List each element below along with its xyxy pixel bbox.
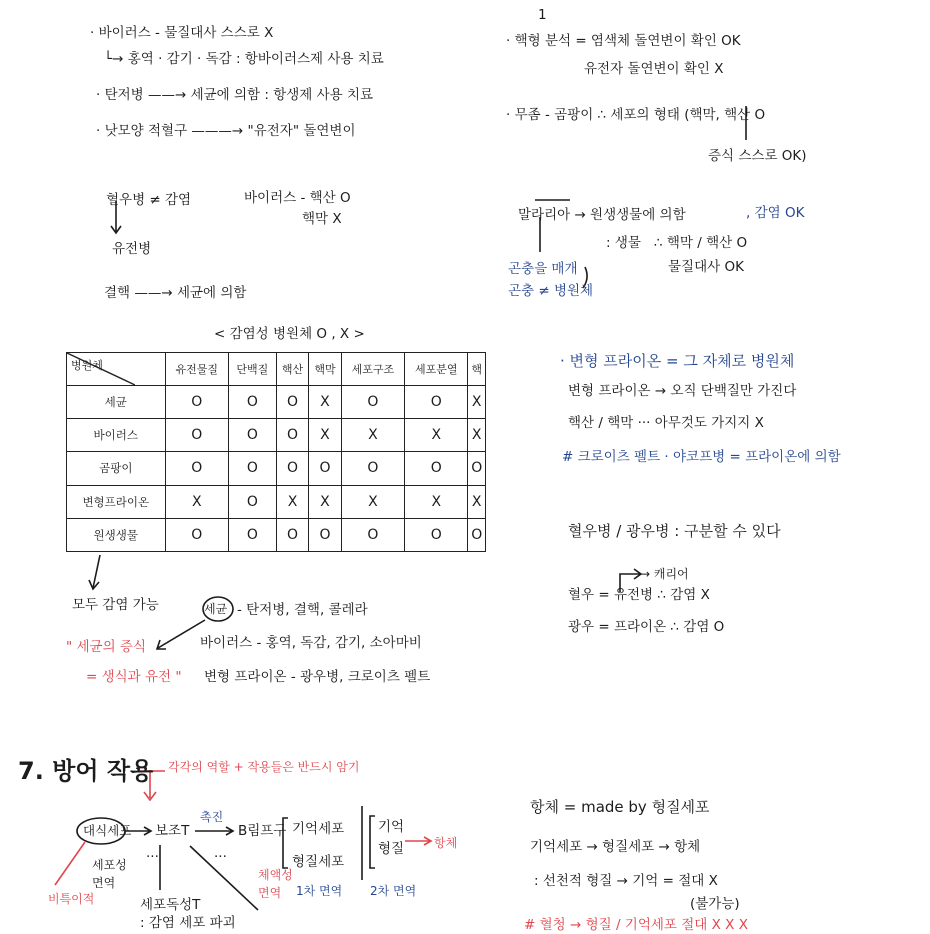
promote-label: 촉진 xyxy=(200,810,224,824)
dots-2: ··· xyxy=(214,849,227,865)
row-header: 원생생물 xyxy=(67,518,166,551)
table-row xyxy=(67,386,486,419)
table-cell: O xyxy=(228,419,276,452)
table-cell: X xyxy=(405,485,468,518)
row-header: 세균 xyxy=(67,386,166,419)
table-cell: X xyxy=(341,485,404,518)
tb-line: 결핵 ——→ 세균에 의함 xyxy=(104,285,247,301)
col-header: 핵 xyxy=(468,353,486,386)
memory-2-label: 기억 xyxy=(378,819,405,835)
bacteria-diseases: - 탄저병, 결핵, 콜레라 xyxy=(237,602,368,618)
table-cell: X xyxy=(165,485,228,518)
macrophage-label: 대식세포 xyxy=(83,823,132,838)
memory-cell-label: 기억세포 xyxy=(292,821,345,837)
table-cell: O xyxy=(341,386,404,419)
helper-to-b-arrow xyxy=(195,827,233,835)
antibody-line-3: : 선천적 형질 → 기억 = 절대 X xyxy=(534,873,718,889)
cell-immune-label: 세포성 면역 xyxy=(92,858,127,890)
mem-bracket xyxy=(370,816,375,868)
table-row xyxy=(67,452,486,485)
sickle-line: · 낫모양 적혈구 ———→ "유전자" 돌연변이 xyxy=(96,123,356,139)
table-cell: O xyxy=(165,452,228,485)
table-cell: O xyxy=(276,386,308,419)
carrier-label: → 캐리어 xyxy=(640,567,689,581)
dots-1: ··· xyxy=(146,849,159,865)
table-cell: X xyxy=(309,485,341,518)
row-header: 곰팡이 xyxy=(67,452,166,485)
prion-line-4: # 크로이츠 펠트 · 야코프병 = 프라이온에 의함 xyxy=(562,449,841,465)
antibody-line-5: # 혈청 → 형질 / 기억세포 절대 X X X xyxy=(524,917,748,933)
prion-line-3: 핵산 / 핵막 ··· 아무것도 가지지 X xyxy=(568,415,764,431)
table-cell: O xyxy=(165,419,228,452)
antibody-line-4: (불가능) xyxy=(690,896,740,912)
table-cell: O xyxy=(228,485,276,518)
table-cell: O xyxy=(276,452,308,485)
hemophilia-line: 혈우병 ≠ 감염 xyxy=(106,192,192,208)
table-row xyxy=(67,485,486,518)
primary-immune: 1차 면역 xyxy=(296,884,343,898)
prion-diseases: 변형 프라이온 - 광우병, 크로이츠 펠트 xyxy=(204,669,431,685)
table-cell: O xyxy=(405,452,468,485)
table-corner xyxy=(67,353,166,386)
col-header: 핵막 xyxy=(309,353,341,386)
humoral-label: 체액성 면역 xyxy=(258,868,293,900)
malaria-line: 말라리아 → 원생생물에 의함 xyxy=(518,207,686,223)
col-header: 단백질 xyxy=(228,353,276,386)
hemo-genetic-line: 혈우 = 유전병 ∴ 감염 X xyxy=(568,587,710,603)
anthrax-line: · 탄저병 ——→ 세균에 의함 : 항생제 사용 치료 xyxy=(96,87,374,103)
virus-line: · 바이러스 - 물질대사 스스로 X xyxy=(90,25,274,41)
plasma-2-label: 형질 xyxy=(378,841,405,857)
table-cell: O xyxy=(228,452,276,485)
antibody-line-1: 항체 = made by 형질세포 xyxy=(530,798,710,816)
virus-diseases: 바이러스 - 홍역, 독감, 감기, 소아마비 xyxy=(200,635,422,651)
table-cell: O xyxy=(405,518,468,551)
genetic-disease: 유전병 xyxy=(112,241,152,257)
table-cell: X xyxy=(341,419,404,452)
killer-t-label: 세포독성T xyxy=(140,897,201,913)
table-cell: O xyxy=(165,386,228,419)
table-down-arrow xyxy=(89,555,100,589)
insect-vector: 곤충을 매개 xyxy=(508,261,578,277)
table-cell: O xyxy=(276,419,308,452)
table-cell: O xyxy=(341,452,404,485)
table-cell: O xyxy=(309,452,341,485)
table-cell: O xyxy=(341,518,404,551)
virus-membrane: 핵막 X xyxy=(302,211,342,227)
virus-sub-line: └→ 홍역 · 감기 · 독감 : 항바이러스제 사용 치료 xyxy=(104,51,384,67)
corner-label: 병원체 xyxy=(71,359,103,372)
malaria-nucleic: ∴ 핵막 / 핵산 O xyxy=(654,235,748,251)
red-quote-1: " 세균의 증식 xyxy=(66,639,146,655)
col-header: 유전물질 xyxy=(165,353,228,386)
top-arrow-mark: 1 xyxy=(538,7,547,23)
bacteria-circle-label: 세균 xyxy=(204,602,228,616)
row-header: 바이러스 xyxy=(67,419,166,452)
prion-line-1: · 변형 프라이온 = 그 자체로 병원체 xyxy=(560,352,795,370)
table-cell: X xyxy=(276,485,308,518)
table-cell: O xyxy=(468,452,486,485)
col-header: 세포구조 xyxy=(341,353,404,386)
karyotype-line: · 핵형 분석 = 염색체 돌연변이 확인 OK xyxy=(506,33,741,49)
athlete-foot-sub: 증식 스스로 OK) xyxy=(708,148,807,164)
nonspecific-label: 비특이적 xyxy=(48,892,95,906)
table-cell: O xyxy=(405,386,468,419)
table-cell: O xyxy=(228,518,276,551)
table-cell: O xyxy=(228,386,276,419)
table-cell: X xyxy=(468,419,486,452)
helper-t-label: 보조T xyxy=(155,823,190,839)
malaria-life: : 생물 xyxy=(606,235,641,251)
col-header: 핵산 xyxy=(276,353,308,386)
table-cell: X xyxy=(405,419,468,452)
section-title: 7. 방어 작용 xyxy=(18,757,154,785)
athlete-foot-line: · 무좀 - 곰팡이 ∴ 세포의 형태 (핵막, 핵산 O xyxy=(506,107,766,123)
gene-mutation-line: 유전자 돌연변이 확인 X xyxy=(584,61,724,77)
table-row xyxy=(67,518,486,551)
antibody-red-label: 항체 xyxy=(434,836,458,850)
table-cell: X xyxy=(309,386,341,419)
row-header: 변형프라이온 xyxy=(67,485,166,518)
mad-cow-prion-line: 광우 = 프라이온 ∴ 감염 O xyxy=(568,619,725,635)
b-cell-label: B림프구 xyxy=(238,823,287,839)
table-cell: O xyxy=(468,518,486,551)
malaria-metabolism: 물질대사 OK xyxy=(668,259,744,275)
secondary-immune: 2차 면역 xyxy=(370,884,417,898)
antibody-line-2: 기억세포 → 형질세포 → 항체 xyxy=(530,839,701,855)
table-cell: O xyxy=(309,518,341,551)
memorize-note: 각각의 역할 + 작용들은 반드시 암기 xyxy=(168,760,360,774)
table-cell: X xyxy=(468,386,486,419)
malaria-infect: , 감염 OK xyxy=(746,205,805,221)
killer-t-sub: : 감염 세포 파괴 xyxy=(140,915,236,931)
prion-line-2: 변형 프라이온 → 오직 단백질만 가진다 xyxy=(568,383,797,399)
virus-nucleic: 바이러스 - 핵산 O xyxy=(244,190,351,206)
red-quote-2: = 생식과 유전 " xyxy=(86,669,182,685)
insect-not-pathogen: 곤충 ≠ 병원체 xyxy=(508,283,594,299)
hemo-mad-cow-line: 혈우병 / 광우병 : 구분할 수 있다 xyxy=(568,522,781,540)
table-title: < 감염성 병원체 O , X > xyxy=(214,326,365,342)
bacteria-arrow xyxy=(157,620,205,649)
all-infect: 모두 감염 가능 xyxy=(72,597,159,613)
table-cell: O xyxy=(276,518,308,551)
pathogen-table xyxy=(66,352,486,552)
table-cell: X xyxy=(468,485,486,518)
table-cell: X xyxy=(309,419,341,452)
table-cell: O xyxy=(165,518,228,551)
col-header: 세포분열 xyxy=(405,353,468,386)
plasma-cell-label: 형질세포 xyxy=(292,854,345,870)
table-row xyxy=(67,419,486,452)
